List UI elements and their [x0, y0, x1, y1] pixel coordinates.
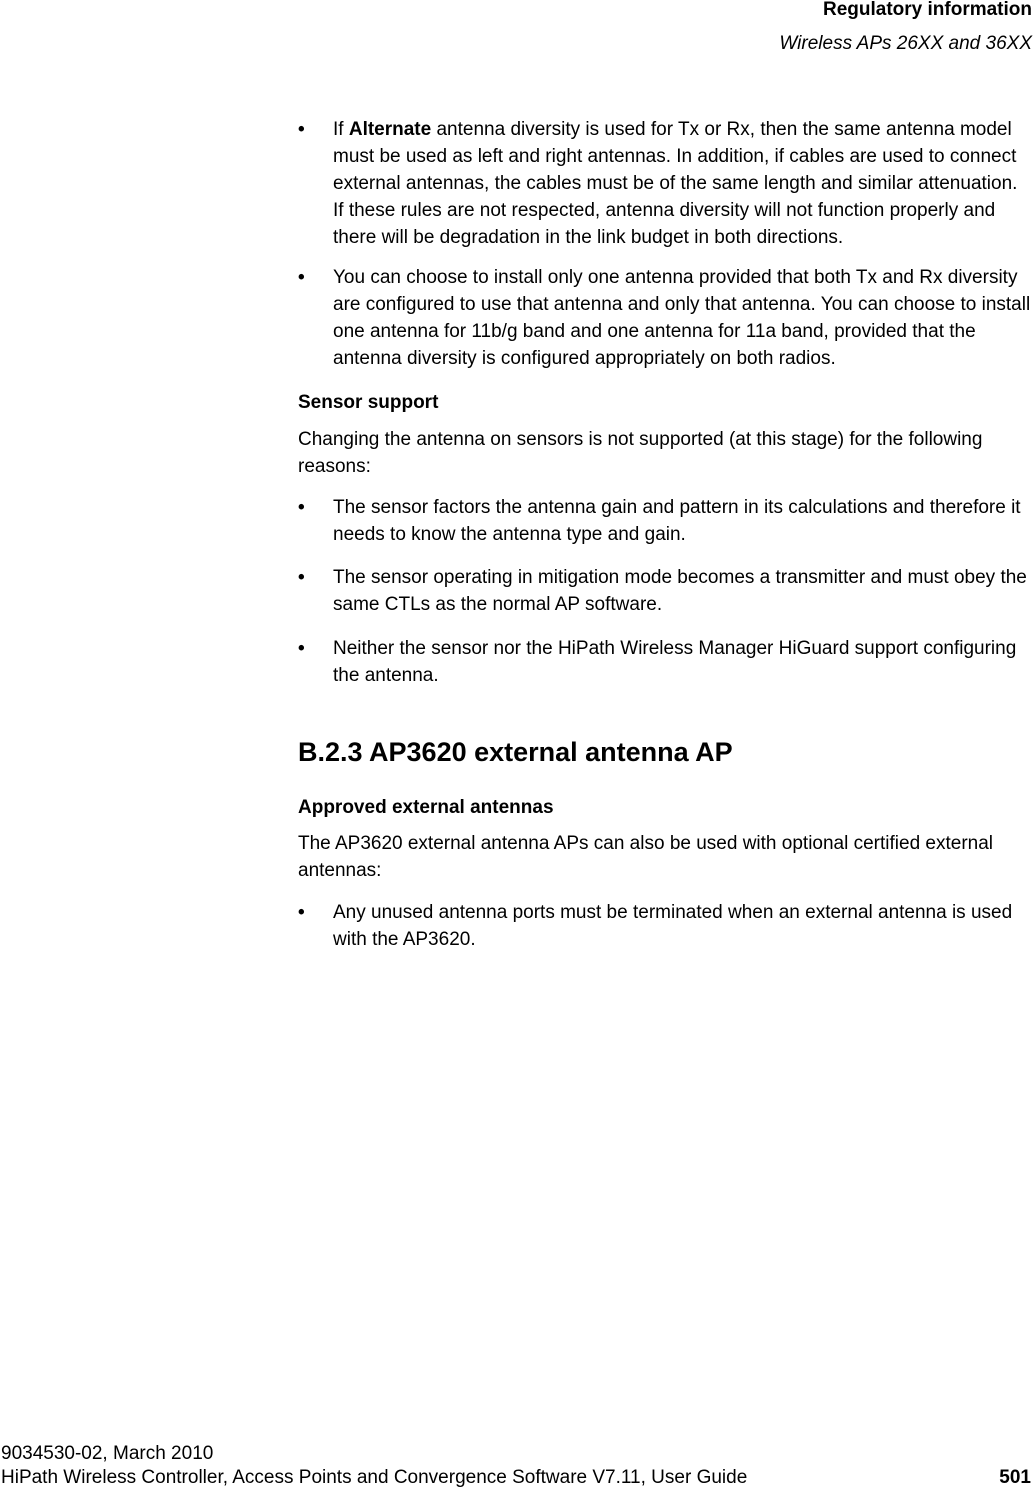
bullet-item-sensor-gain — [298, 494, 1032, 548]
footer-guide-line — [0, 1466, 1034, 1490]
approved-antennas-heading: Approved external antennas — [298, 797, 554, 818]
page-content — [298, 116, 1032, 953]
bullet-text: antenna diversity is used for Tx or Rx, then the same antenna model must be used as left and right antennas. In addition, if cables are used to connect external antennas, the cables must be of the same length and similar attenuation. If these rules are not respected, antenna diversity will not function properly and there will be degradation in the link budget in both directions. — [333, 119, 1018, 248]
running-header — [779, 0, 1032, 54]
sensor-support-heading: Sensor support — [298, 392, 439, 413]
bullet-text: Neither the sensor nor the HiPath Wireless Manager HiGuard support configuring the antenna. — [333, 638, 1017, 686]
section-intro: The AP3620 external antenna APs can also be used with optional certified external antennas: — [298, 833, 994, 881]
bullet-text: You can choose to install only one antenna provided that both Tx and Rx diversity are configured to use that antenna and only that antenna. You can choose to install one antenna for 11b/g band and one antenna for 11a band, provided that the antenna diversity is configured appropriately on both radios. — [333, 267, 1031, 369]
bullet-item-alternate — [298, 116, 1032, 251]
bullet-marker: • — [298, 567, 305, 588]
footer-guide-title: HiPath Wireless Controller, Access Points and Convergence Software V7.11, User Guide — [1, 1467, 748, 1488]
bullet-prefix: If — [333, 119, 349, 140]
header-subtitle: Wireless APs 26XX and 36XX — [779, 33, 1032, 54]
section-title: B.2.3 AP3620 external antenna AP — [298, 737, 733, 767]
bullet-marker: • — [298, 267, 305, 288]
bullet-marker: • — [298, 119, 305, 140]
header-title: Regulatory information — [822, 0, 1032, 20]
bullet-marker: • — [298, 497, 305, 518]
bullet-marker: • — [298, 902, 305, 923]
bullet-text: The sensor operating in mitigation mode becomes a transmitter and must obey the same CTLs as the normal AP software. — [333, 567, 1027, 615]
bullet-item-sensor-mitigation — [298, 564, 1032, 618]
bullet-marker: • — [298, 638, 305, 659]
footer-doc-id: 9034530-02, March 2010 — [1, 1443, 214, 1464]
bullet-item-unused-ports — [298, 899, 1032, 953]
bullet-text: Any unused antenna ports must be terminated when an external antenna is used with the AP3620. — [333, 902, 1013, 950]
bullet-text: The sensor factors the antenna gain and pattern in its calculations and therefore it needs to know the antenna type and gain. — [333, 497, 1021, 545]
page-footer — [0, 1442, 1034, 1490]
page-number: 501 — [999, 1467, 1031, 1488]
bullet-item-single-antenna — [298, 264, 1032, 372]
bullet-item-sensor-config — [298, 635, 1032, 689]
bullet-bold-term: Alternate — [348, 119, 432, 140]
sensor-support-intro: Changing the antenna on sensors is not supported (at this stage) for the following reasons: — [298, 429, 983, 477]
